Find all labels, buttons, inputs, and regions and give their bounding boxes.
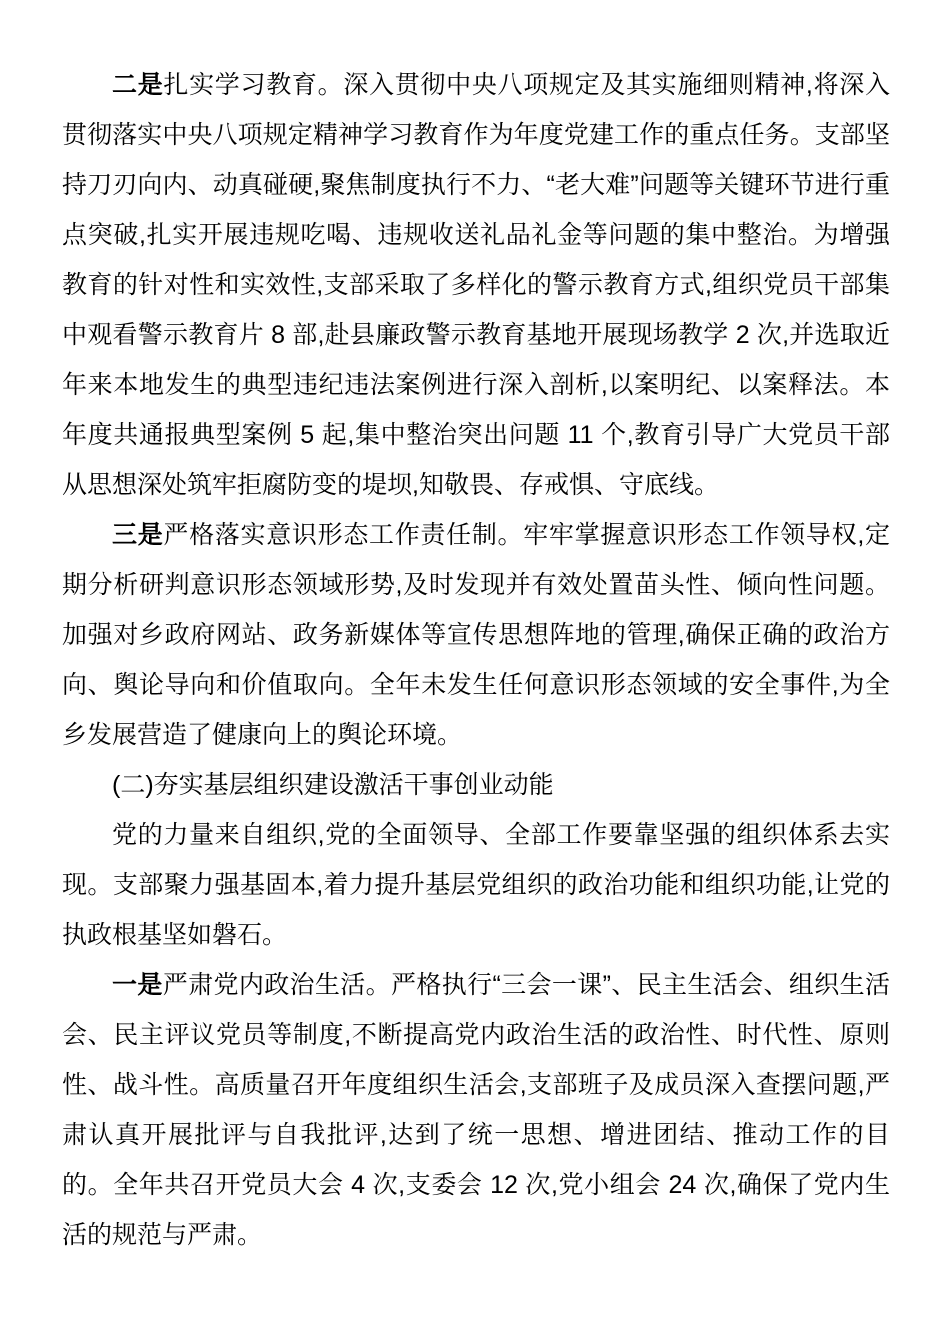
- paragraph-second-point: [62, 60, 890, 510]
- section-heading-two-text: (二)夯实基层组织建设激活干事创业动能: [112, 771, 554, 799]
- paragraph-third-point: [62, 510, 890, 760]
- paragraph-org-intro: [62, 810, 890, 960]
- paragraph-body-second-point: 扎实学习教育。深入贯彻中央八项规定及其实施细则精神,将深入贯彻落实中央八项规定精神学习教育作为年度党建工作的重点任务。支部坚持刀刃向内、动真碰硬,聚焦制度执行不力、“老大难”问题等关键环节进行重点突破,扎实开展违规吃喝、违规收送礼品礼金等问题的集中整治。为增强教育的针对性和实效性,支部采取了多样化的警示教育方式,组织党员干部集中观看警示教育片 8 部,赴县廉政警示教育基地开展现场教学 2 次,并选取近年来本地发生的典型违纪违法案例进行深入剖析,以案明纪、以案释法。本年度共通报典型案例 5 起,集中整治突出问题 11 个,教育引导广大党员干部从思想深处筑牢拒腐防变的堤坝,知敬畏、存戒惧、守底线。: [62, 71, 890, 499]
- paragraph-body-org-intro: 党的力量来自组织,党的全面领导、全部工作要靠坚强的组织体系去实现。支部聚力强基固本,着力提升基层党组织的政治功能和组织功能,让党的执政根基坚如磐石。: [62, 821, 890, 949]
- section-heading-two: [62, 760, 890, 810]
- paragraph-lead-first-point: 一是: [112, 971, 163, 999]
- paragraph-body-third-point: 严格落实意识形态工作责任制。牢牢掌握意识形态工作领导权,定期分析研判意识形态领域形势,及时发现并有效处置苗头性、倾向性问题。加强对乡政府网站、政务新媒体等宣传思想阵地的管理,确保正确的政治方向、舆论导向和价值取向。全年未发生任何意识形态领域的安全事件,为全乡发展营造了健康向上的舆论环境。: [62, 521, 890, 749]
- paragraph-first-point: [62, 960, 890, 1260]
- paragraph-lead-third-point: 三是: [112, 521, 164, 549]
- paragraph-body-first-point: 严肃党内政治生活。严格执行“三会一课”、民主生活会、组织生活会、民主评议党员等制度,不断提高党内政治生活的政治性、时代性、原则性、战斗性。高质量召开年度组织生活会,支部班子及成员深入查摆问题,严肃认真开展批评与自我批评,达到了统一思想、增进团结、推动工作的目的。全年共召开党员大会 4 次,支委会 12 次,党小组会 24 次,确保了党内生活的规范与严肃。: [62, 971, 890, 1249]
- paragraph-lead-second-point: 二是: [112, 71, 164, 99]
